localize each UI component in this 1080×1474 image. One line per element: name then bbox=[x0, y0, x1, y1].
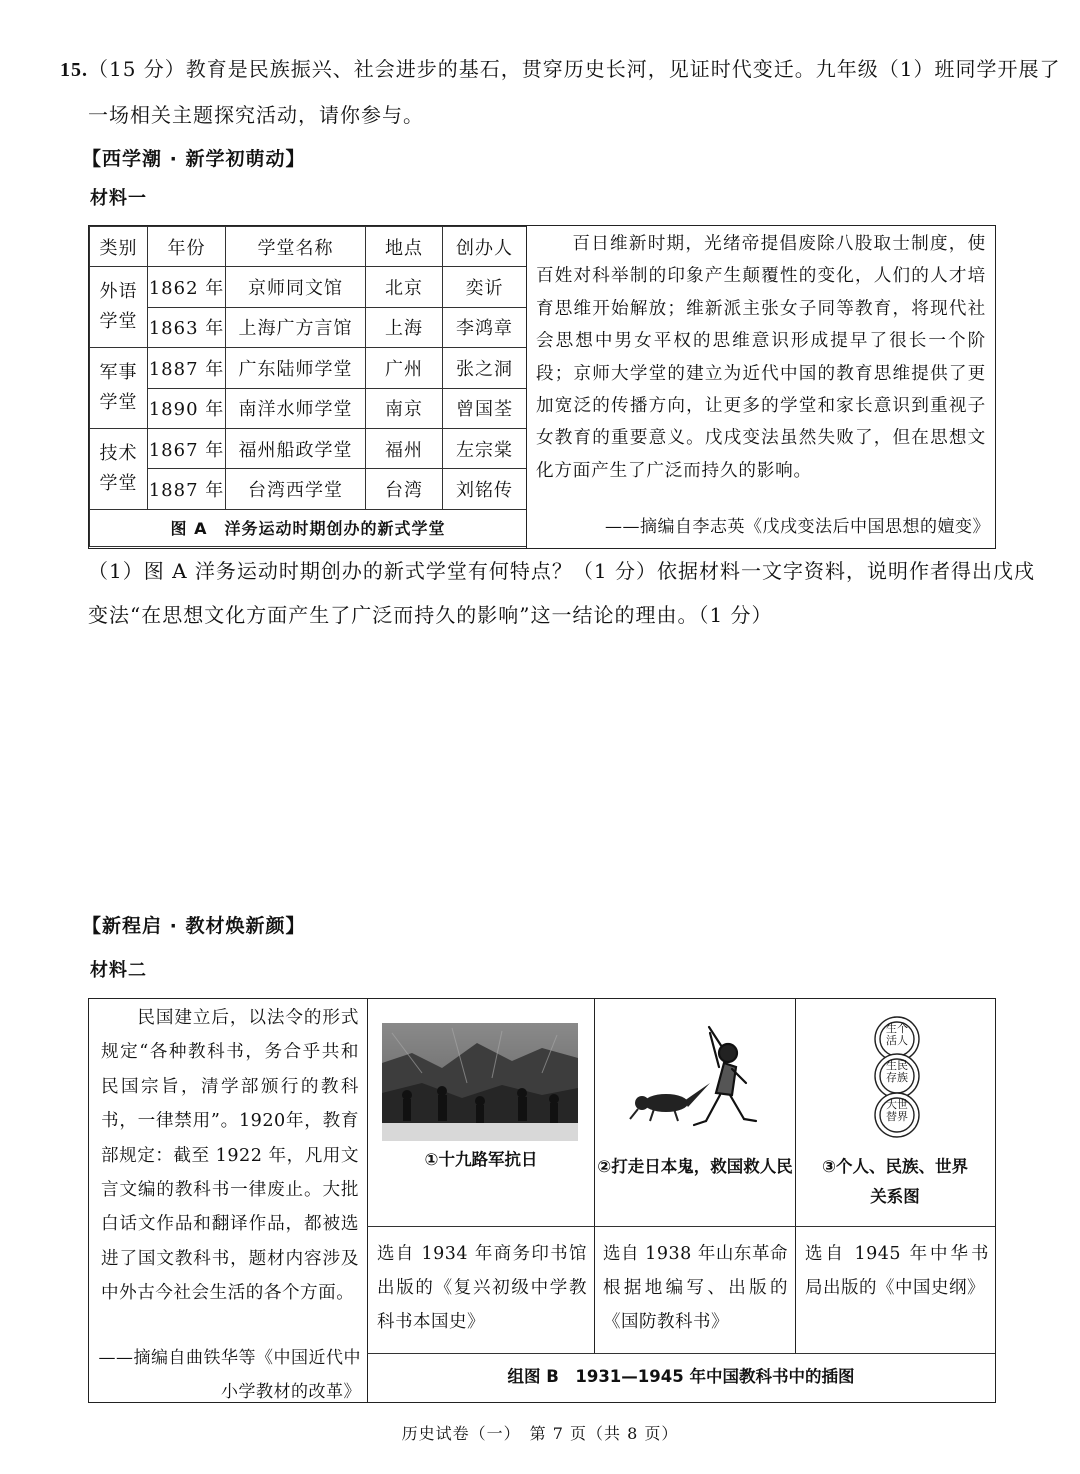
table-row bbox=[90, 469, 527, 509]
school-name-cell: 上海广方言馆 bbox=[226, 307, 366, 347]
table-caption: 图 A 洋务运动时期创办的新式学堂 bbox=[90, 509, 527, 546]
divider bbox=[367, 1353, 995, 1354]
circle-label-3: 大世替界 bbox=[886, 1098, 908, 1123]
category-label: 军事学堂 bbox=[99, 362, 138, 414]
table-header-row bbox=[90, 227, 527, 267]
table-row bbox=[90, 267, 527, 307]
question-line-2: 一场相关主题探究活动，请你参与。 bbox=[88, 103, 424, 127]
soldier-beast-drawing-icon bbox=[624, 1021, 774, 1147]
place-cell: 广州 bbox=[366, 348, 443, 388]
place-cell: 福州 bbox=[366, 428, 443, 468]
war-photo-graphic bbox=[382, 1023, 578, 1141]
divider bbox=[367, 1226, 995, 1227]
place-cell: 台湾 bbox=[366, 469, 443, 509]
table-row bbox=[90, 307, 527, 347]
picture-caption-3: ③个人、民族、世界关系图 bbox=[822, 1157, 968, 1206]
school-table bbox=[89, 226, 527, 547]
founder-cell: 曾国荃 bbox=[443, 388, 527, 428]
year-cell: 1887 年 bbox=[148, 348, 226, 388]
table-row bbox=[90, 428, 527, 468]
founder-cell: 奕䜣 bbox=[443, 267, 527, 307]
school-name-cell: 福州船政学堂 bbox=[226, 428, 366, 468]
place-cell: 南京 bbox=[366, 388, 443, 428]
school-name-cell: 广东陆师学堂 bbox=[226, 348, 366, 388]
table-header: 类别 bbox=[90, 227, 148, 267]
year-cell: 1887 年 bbox=[148, 469, 226, 509]
table-header: 地点 bbox=[366, 227, 443, 267]
table-caption-row bbox=[90, 509, 527, 546]
school-name-cell: 京师同文馆 bbox=[226, 267, 366, 307]
founder-cell: 刘铭传 bbox=[443, 469, 527, 509]
material-1-source: ——摘编自李志英《戊戌变法后中国思想的嬗变》 bbox=[605, 517, 990, 537]
material-1-text bbox=[536, 228, 986, 487]
circle-label-1: 生个活人 bbox=[886, 1022, 908, 1047]
soldier-drawing-graphic bbox=[624, 1021, 774, 1147]
section-heading-2: 【新程启 · 教材焕新颜】 bbox=[82, 915, 306, 937]
table-header: 年份 bbox=[148, 227, 226, 267]
material-2-body: 民国建立后，以法令的形式规定“各种教科书，务合乎共和民国宗旨，清学部颁行的教科书，一律禁用”。1920年，教育部规定：截至 1922 年，凡用文言文编的教科书一律废止。大批白话文作品和翻译作品，都被选进了国文教科书，题材内容涉及中外古今社会生活的各个方面。 bbox=[101, 1008, 359, 1304]
material-1-body: 百日维新时期，光绪帝提倡废除八股取士制度，使百姓对科举制的印象产生颠覆性的变化，人们的人才培育思维开始解放；维新派主张女子同等教育，将现代社会思想中男女平权的思维意识形成提早了很长一个阶段；京师大学堂的建立为近代中国的教育思维提供了更加宽泛的传播方向，让更多的学堂和家长意识到重视子女教育的重要意义。戊戌变法虽然失败了，但在思想文化方面产生了广泛而持久的影响。 bbox=[536, 234, 986, 481]
category-label: 外语学堂 bbox=[99, 281, 138, 333]
picture-source-2: 选自 1938 年山东革命根据地编写、出版的《国防教科书》 bbox=[603, 1244, 788, 1332]
section-heading-1: 【西学潮 · 新学初萌动】 bbox=[82, 148, 306, 170]
question-number: 15. bbox=[60, 59, 88, 81]
picture-source-1: 选自 1934 年商务印书馆出版的《复兴初级中学教科书本国史》 bbox=[377, 1244, 587, 1332]
year-cell: 1863 年 bbox=[148, 307, 226, 347]
material-label-1: 材料一 bbox=[90, 188, 147, 209]
page-footer: 历史试卷（一） 第 7 页（共 8 页） bbox=[401, 1424, 679, 1443]
subquestion-1-line-1: （1）图 A 洋务运动时期创办的新式学堂有何特点？（1 分）依据材料一文字资料，说明作者得出戊戌 bbox=[88, 559, 1035, 583]
place-cell: 北京 bbox=[366, 267, 443, 307]
material-label-2: 材料二 bbox=[90, 960, 147, 981]
material-2-box bbox=[88, 998, 996, 1403]
group-b-caption: 组图 B 1931—1945 年中国教科书中的插图 bbox=[507, 1367, 855, 1386]
war-photo-icon bbox=[382, 1023, 578, 1141]
founder-cell: 张之洞 bbox=[443, 348, 527, 388]
category-cell bbox=[90, 428, 148, 509]
place-cell: 上海 bbox=[366, 307, 443, 347]
question-text-1: （15 分）教育是民族振兴、社会进步的基石，贯穿历史长河，见证时代变迁。九年级（1）班同学开展了 bbox=[88, 57, 1061, 81]
material-2-source: ——摘编自曲铁华等《中国近代中小学教材的改革》 bbox=[98, 1348, 361, 1402]
school-name-cell: 台湾西学堂 bbox=[226, 469, 366, 509]
subquestion-1-line-2: 变法“在思想文化方面产生了广泛而持久的影响”这一结论的理由。（1 分） bbox=[88, 603, 773, 627]
founder-cell: 左宗棠 bbox=[443, 428, 527, 468]
school-name-cell: 南洋水师学堂 bbox=[226, 388, 366, 428]
year-cell: 1890 年 bbox=[148, 388, 226, 428]
question-line-1 bbox=[60, 54, 1061, 85]
category-cell bbox=[90, 348, 148, 429]
circle-label-2: 生民存族 bbox=[886, 1059, 908, 1084]
picture-caption-1: ①十九路军抗日 bbox=[424, 1150, 538, 1169]
year-cell: 1862 年 bbox=[148, 267, 226, 307]
year-cell: 1867 年 bbox=[148, 428, 226, 468]
category-cell bbox=[90, 267, 148, 348]
table-row bbox=[90, 388, 527, 428]
table-header: 学堂名称 bbox=[226, 227, 366, 267]
founder-cell: 李鸿章 bbox=[443, 307, 527, 347]
divider bbox=[367, 999, 368, 1402]
table-row bbox=[90, 348, 527, 388]
table-header: 创办人 bbox=[443, 227, 527, 267]
category-label: 技术学堂 bbox=[99, 442, 138, 494]
material-2-text bbox=[101, 1001, 359, 1311]
divider bbox=[526, 226, 527, 548]
picture-caption-2: ②打走日本鬼，救国救人民 bbox=[597, 1157, 793, 1176]
picture-source-3: 选自 1945 年中华书局出版的《中国史纲》 bbox=[805, 1244, 989, 1298]
material-1-box bbox=[88, 225, 996, 549]
